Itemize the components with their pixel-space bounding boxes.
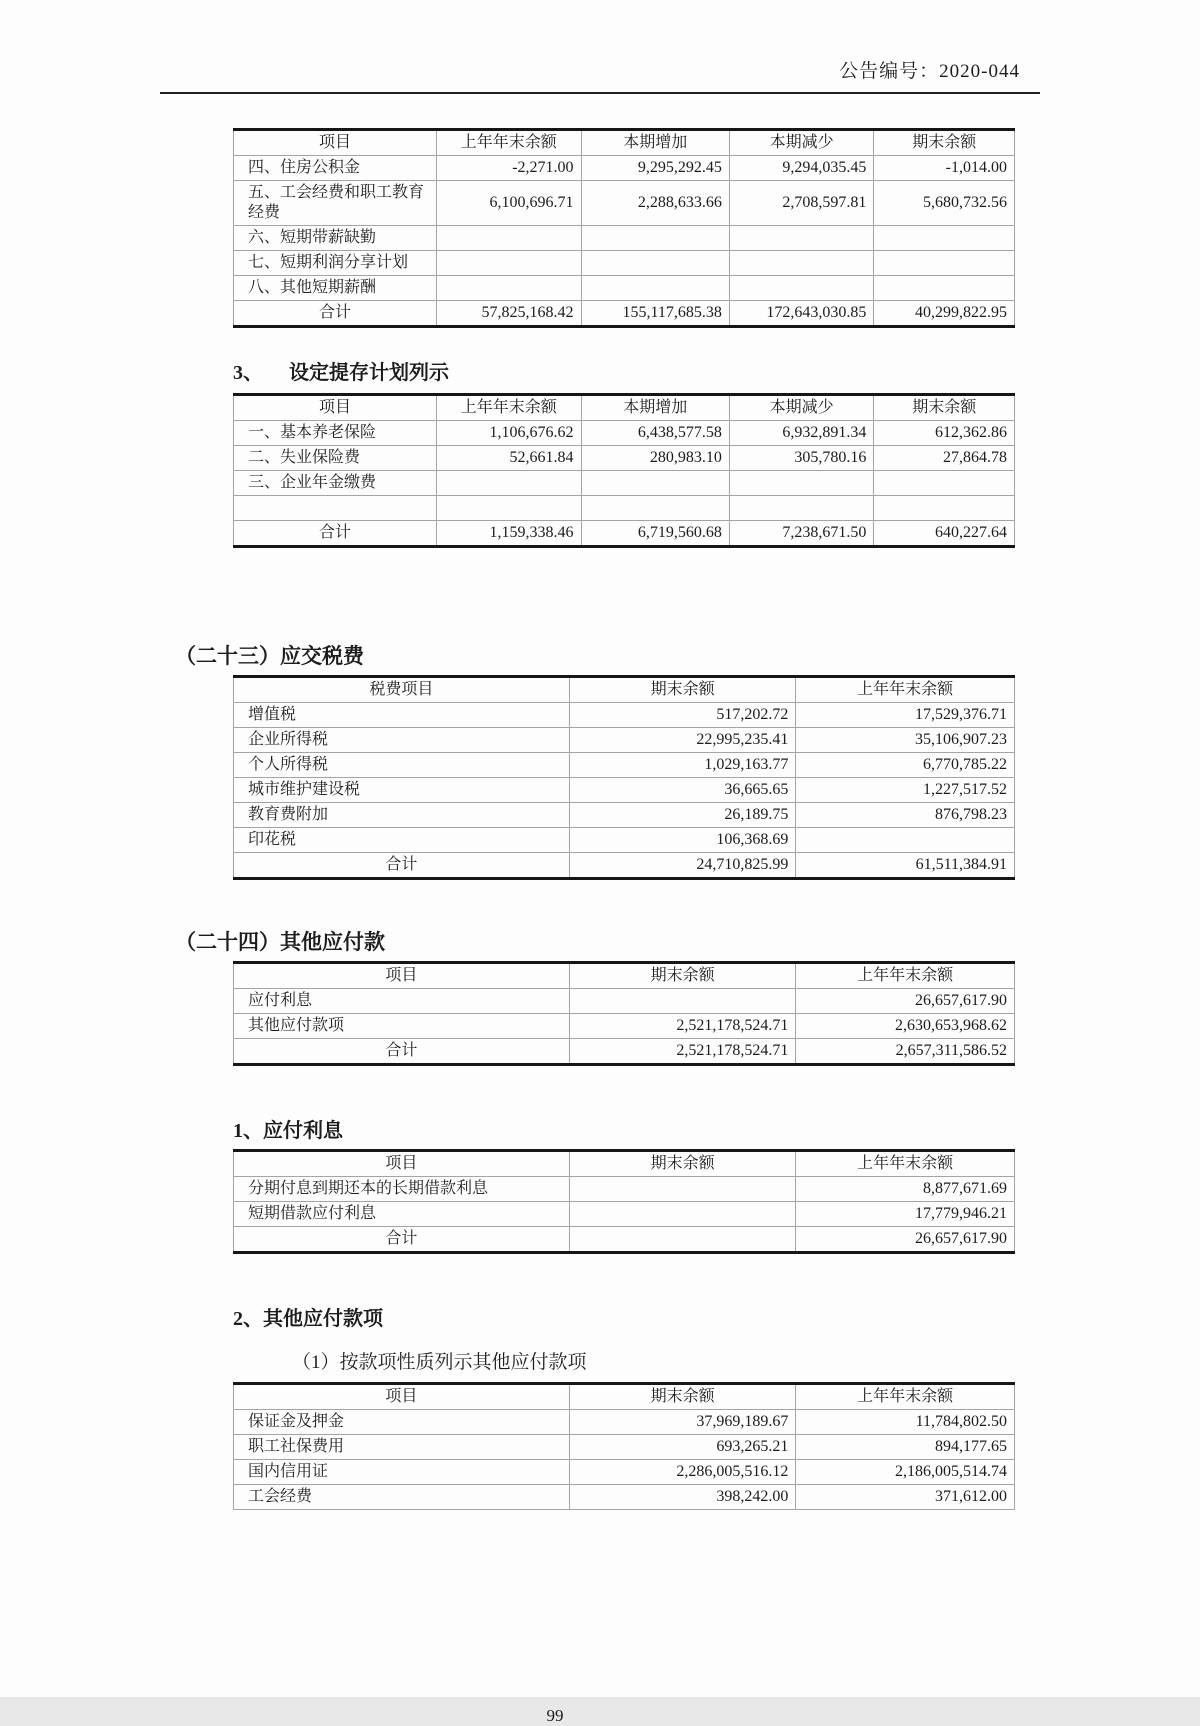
cell-value: 5,680,732.56 [874,181,1015,226]
section-heading-interest-payable: 1、应付利息 [233,1120,343,1142]
table-header-row [234,1151,1015,1177]
cell-value [437,276,581,301]
section-heading-defined-contribution [233,356,1200,385]
cell-value: 36,665.65 [569,778,795,803]
row-label [234,496,437,521]
cell-value: -2,271.00 [437,156,581,181]
table-row [234,828,1015,853]
row-label: 六、短期带薪缺勤 [234,226,437,251]
cell-value: 1,159,338.46 [437,521,581,547]
row-label: 合计 [234,853,570,879]
cell-value [437,251,581,276]
column-header: 期末余额 [569,963,795,989]
table-row [234,728,1015,753]
cell-value: 37,969,189.67 [569,1410,795,1435]
table-row [234,703,1015,728]
row-label: 五、工会经费和职工教育经费 [234,181,437,226]
header-divider [160,92,1040,94]
cell-value [729,496,873,521]
total-row [234,1227,1015,1253]
cell-value: 9,294,035.45 [729,156,873,181]
cell-value: 6,719,560.68 [581,521,729,547]
cell-value [581,471,729,496]
table-row [234,276,1015,301]
table-row [234,1460,1015,1485]
cell-value [874,251,1015,276]
column-header: 期末余额 [874,130,1015,156]
cell-value: 172,643,030.85 [729,301,873,327]
table-row [234,1435,1015,1460]
row-label: 国内信用证 [234,1460,570,1485]
cell-value: 61,511,384.91 [796,853,1015,879]
cell-value: 26,189.75 [569,803,795,828]
table-header-row [234,1384,1015,1410]
interest-payable-table [233,1149,1015,1254]
cell-value [437,471,581,496]
total-row [234,1039,1015,1065]
cell-value [569,989,795,1014]
total-row [234,853,1015,879]
column-header: 上年年末余额 [437,395,581,421]
section-heading-taxes-payable: （二十三）应交税费 [175,644,364,668]
cell-value: 640,227.64 [874,521,1015,547]
cell-value: 2,288,633.66 [581,181,729,226]
column-header: 本期增加 [581,130,729,156]
cell-value [581,251,729,276]
section-heading-other-payable-items: 2、其他应付款项 [233,1308,383,1330]
cell-value: 52,661.84 [437,446,581,471]
cell-value: 27,864.78 [874,446,1015,471]
total-row [234,521,1015,547]
column-header: 期末余额 [569,1151,795,1177]
column-header: 上年年末余额 [796,1151,1015,1177]
column-header: 本期减少 [729,130,873,156]
row-label: 四、住房公积金 [234,156,437,181]
cell-value [729,276,873,301]
cell-value: 22,995,235.41 [569,728,795,753]
table-row [234,181,1015,226]
section-title: 设定提存计划列示 [289,362,449,384]
cell-value: 8,877,671.69 [796,1177,1015,1202]
row-label: 其他应付款项 [234,1014,570,1039]
row-label: 三、企业年金缴费 [234,471,437,496]
cell-value: 612,362.86 [874,421,1015,446]
cell-value: 1,227,517.52 [796,778,1015,803]
cell-value: 17,529,376.71 [796,703,1015,728]
cell-value: 1,106,676.62 [437,421,581,446]
cell-value: 280,983.10 [581,446,729,471]
cell-value [569,1202,795,1227]
cell-value: 876,798.23 [796,803,1015,828]
cell-value: 2,286,005,516.12 [569,1460,795,1485]
column-header: 本期减少 [729,395,873,421]
cell-value [729,471,873,496]
cell-value: 26,657,617.90 [796,1227,1015,1253]
cell-value: 155,117,685.38 [581,301,729,327]
cell-value: 371,612.00 [796,1485,1015,1510]
cell-value: 693,265.21 [569,1435,795,1460]
defined-contribution-plan-table [233,393,1015,548]
section-number: 3、 [233,362,263,384]
table-row [234,803,1015,828]
row-label: 保证金及押金 [234,1410,570,1435]
cell-value: 2,630,653,968.62 [796,1014,1015,1039]
cell-value [569,1177,795,1202]
table-header-row [234,677,1015,703]
column-header: 税费项目 [234,677,570,703]
cell-value: 57,825,168.42 [437,301,581,327]
section-spacer [0,548,1200,594]
cell-value [796,828,1015,853]
cell-value: 17,779,946.21 [796,1202,1015,1227]
table-row [234,471,1015,496]
row-label: 分期付息到期还本的长期借款利息 [234,1177,570,1202]
subsection-heading-by-nature: （1）按款项性质列示其他应付款项 [292,1352,587,1373]
table-row [234,1410,1015,1435]
cell-value: 6,770,785.22 [796,753,1015,778]
page-number: 99 [546,1706,564,1725]
column-header: 期末余额 [874,395,1015,421]
cell-value: 398,242.00 [569,1485,795,1510]
row-label: 增值税 [234,703,570,728]
other-payables-by-nature-table [233,1382,1015,1510]
cell-value: 2,521,178,524.71 [569,1014,795,1039]
notice-number: 公告编号：2020-044 [839,61,1020,82]
row-label: 职工社保费用 [234,1435,570,1460]
column-header: 项目 [234,130,437,156]
other-payables-summary-table [233,961,1015,1066]
row-label: 七、短期利润分享计划 [234,251,437,276]
cell-value: 106,368.69 [569,828,795,853]
column-header: 本期增加 [581,395,729,421]
cell-value [729,251,873,276]
row-label: 八、其他短期薪酬 [234,276,437,301]
row-label: 短期借款应付利息 [234,1202,570,1227]
row-label: 城市维护建设税 [234,778,570,803]
total-row [234,301,1015,327]
column-header: 上年年末余额 [437,130,581,156]
cell-value: 2,657,311,586.52 [796,1039,1015,1065]
row-label: 一、基本养老保险 [234,421,437,446]
table-header-row [234,395,1015,421]
table-row [234,1202,1015,1227]
cell-value [437,496,581,521]
column-header: 期末余额 [569,677,795,703]
table-row [234,251,1015,276]
table-row [234,496,1015,521]
cell-value: 6,100,696.71 [437,181,581,226]
column-header: 项目 [234,395,437,421]
column-header: 项目 [234,1384,570,1410]
row-label: 企业所得税 [234,728,570,753]
row-label: 合计 [234,301,437,327]
cell-value [581,226,729,251]
row-label: 合计 [234,521,437,547]
section-heading-other-payables: （二十四）其他应付款 [175,930,385,954]
cell-value [874,276,1015,301]
cell-value [874,471,1015,496]
cell-value [581,496,729,521]
cell-value: 6,438,577.58 [581,421,729,446]
cell-value: 9,295,292.45 [581,156,729,181]
cell-value [874,226,1015,251]
row-label: 教育费附加 [234,803,570,828]
column-header: 项目 [234,1151,570,1177]
row-label: 合计 [234,1039,570,1065]
cell-value: 2,708,597.81 [729,181,873,226]
table-row [234,226,1015,251]
cell-value: 26,657,617.90 [796,989,1015,1014]
table-row [234,1014,1015,1039]
table-header-row [234,130,1015,156]
table-row [234,156,1015,181]
table-row [234,1177,1015,1202]
cell-value: 1,029,163.77 [569,753,795,778]
row-label: 个人所得税 [234,753,570,778]
cell-value [729,226,873,251]
table-header-row [234,963,1015,989]
cell-value: 2,521,178,524.71 [569,1039,795,1065]
row-label: 印花税 [234,828,570,853]
cell-value: 40,299,822.95 [874,301,1015,327]
cell-value: 894,177.65 [796,1435,1015,1460]
cell-value: 305,780.16 [729,446,873,471]
cell-value: 11,784,802.50 [796,1410,1015,1435]
cell-value: 35,106,907.23 [796,728,1015,753]
row-label: 合计 [234,1227,570,1253]
column-header: 项目 [234,963,570,989]
cell-value [437,226,581,251]
column-header: 期末余额 [569,1384,795,1410]
column-header: 上年年末余额 [796,963,1015,989]
cell-value: 2,186,005,514.74 [796,1460,1015,1485]
table-row [234,778,1015,803]
row-label: 应付利息 [234,989,570,1014]
short-term-benefits-table [233,128,1015,328]
cell-value: 517,202.72 [569,703,795,728]
cell-value: 6,932,891.34 [729,421,873,446]
cell-value [569,1227,795,1253]
column-header: 上年年末余额 [796,1384,1015,1410]
cell-value [581,276,729,301]
table-row [234,989,1015,1014]
table-row [234,753,1015,778]
table-row [234,1485,1015,1510]
row-label: 二、失业保险费 [234,446,437,471]
column-header: 上年年末余额 [796,677,1015,703]
cell-value: 24,710,825.99 [569,853,795,879]
table-row [234,446,1015,471]
cell-value: -1,014.00 [874,156,1015,181]
row-label: 工会经费 [234,1485,570,1510]
table-row [234,421,1015,446]
cell-value [874,496,1015,521]
cell-value: 7,238,671.50 [729,521,873,547]
taxes-payable-table [233,675,1015,880]
